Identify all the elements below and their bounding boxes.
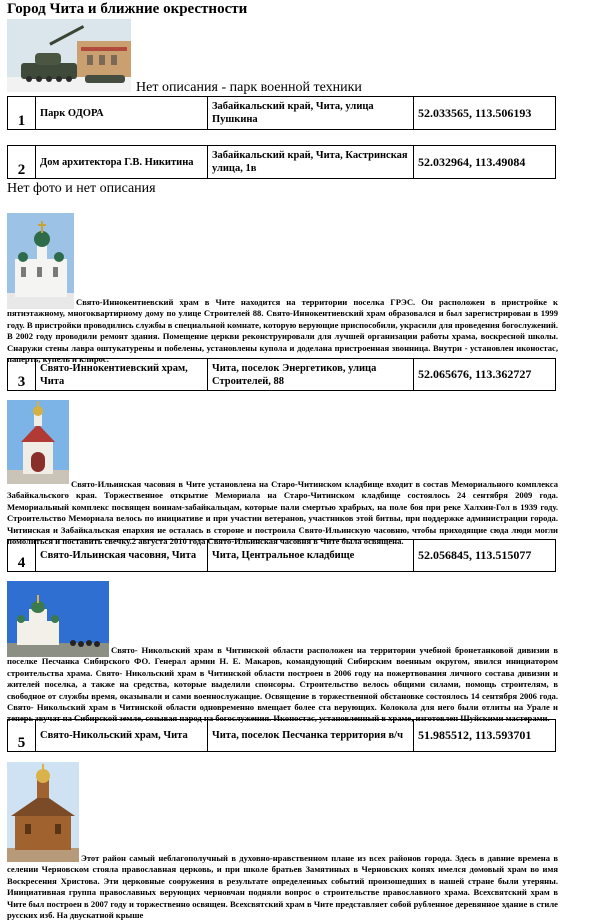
entry-name: Свято-Ильинская часовня, Чита bbox=[36, 540, 208, 572]
entry-address: Забайкальский край, Чита, улица Пушкина bbox=[208, 97, 414, 130]
entry-description bbox=[7, 297, 558, 365]
entry-name: Свято-Никольский храм, Чита bbox=[36, 720, 208, 752]
ilyinskaya-chapel-photo bbox=[7, 400, 69, 484]
entry-table-5 bbox=[7, 719, 556, 752]
entry-coords: 52.056845, 113.515077 bbox=[414, 540, 556, 572]
entry-coords: 52.033565, 113.506193 bbox=[414, 97, 556, 130]
entry-name: Дом архитектора Г.В. Никитина bbox=[36, 146, 208, 179]
entry-table-2 bbox=[7, 145, 556, 179]
no-photo-heading: Нет фото и нет описания bbox=[7, 181, 156, 196]
entry-address: Чита, Центральное кладбище bbox=[208, 540, 414, 572]
entry-table-3 bbox=[7, 358, 556, 391]
entry-number: 3 bbox=[8, 359, 36, 391]
description-text: Свято- Никольский храм в Читинской области расположен на территории учебной бронетанковой дивизии в поселке Песчанка Сибирского ФО. Генерал армии Н. Е. Макаров, командующий Сибирским военным округом, явился инициатором строительства храма. Свято- Никольский храм в Читинской области построен в 2006 году на пожертвования личного состава дивизии и жителей поселка, а также на средства, которые выделили спонсоры. Строительство велось общими силами, помощь строителям, в свободное от службы время, оказывали и сами военнослужащие. Освящение в торжественной обстановке состоялось 14 сентября 2006 года. Свято- Никольский храм в Читинской области одновременно вмещает более ста верующих. Колокола для него были отлиты на Урале и теперь звучат на Сибирской земле, созывая народ на богослужения. Иконостас, установленный в храме, изготовлен Шуйскими мастерами. bbox=[7, 645, 558, 724]
description-text: Этот район самый неблагополучный в духовно-нравственном плане из всех районов города. Здесь в давние времена в селении Черновском стояла православная церковь, и при школе братьев Замятиных в Черновских копях имелся домовый храм во имя Воскресения Христова. Эти церковные сооружения в результате определенных событий произошедших в нашей стране были утеряны. Инициативная группа православных верующих черновчан подняли вопрос о строительстве православного храма. Всехсвятский храм в Чите был построен в 2007 году и торжественно освящен. Всехсвятский храм в Чите представляет собой рубленное деревянное здание в стиле русских изб. На двускатной крыше bbox=[7, 853, 558, 921]
entry-address: Забайкальский край, Чита, Кастринская улица, 1в bbox=[208, 146, 414, 179]
entry-description bbox=[7, 645, 558, 725]
vsekhsvyatsky-church-photo bbox=[7, 762, 79, 862]
entry-number: 2 bbox=[8, 146, 36, 179]
entry-description bbox=[7, 479, 558, 547]
entry-table-1 bbox=[7, 96, 556, 130]
entry-number: 4 bbox=[8, 540, 36, 572]
description-text: Свято-Иннокентиевский храм в Чите находится на территории поселка ГРЭС. Он расположен в пристройке к пятиэтажному, многоквартирному дому по улице Строителей 88. Свято-Иннокентиевский храм образовался и был зарегистрирован в 1999 году. В пристройки проводились службы в специальной комнате, которую верующие приспособили, украсили для проведения богослужений. В 2002 году проводили ремонт здания. Помещение церкви реконструировали для лучшей организации работы храма, воскресной школы. Снаружи стены лавра оштукатурены и побелены, установлены купола и доделана пристроенная звонница. Внутри - установлен иконостас, паперть, купель и клирос. bbox=[7, 297, 558, 365]
page-title: Город Чита и ближние окрестности bbox=[7, 1, 248, 17]
entry-coords: 52.032964, 113.49084 bbox=[414, 146, 556, 179]
entry-coords: 51.985512, 113.593701 bbox=[414, 720, 556, 752]
innokentievsky-church-photo bbox=[7, 213, 74, 309]
entry-name: Свято-Иннокентиевский храм, Чита bbox=[36, 359, 208, 391]
entry-address: Чита, поселок Энергетиков, улица Строителей, 88 bbox=[208, 359, 414, 391]
entry-number: 1 bbox=[8, 97, 36, 130]
entry-table-4 bbox=[7, 539, 556, 572]
entry-description bbox=[7, 853, 558, 921]
entry-caption: Нет описания - парк военной техники bbox=[136, 80, 362, 95]
description-text: Свято-Ильинская часовня в Чите установлена на Старо-Читинском кладбище входит в состав Мемориального комплекса Забайкальского края. Торжественное открытие Мемориала на Старо-Читинском кладбище состоялось 24 сентября 2009 года. Мемориальный комплекс посвящен воинам-забайкальцам, которые пали смертью храбрых, на поле боя при реке Халхин-Гол в 1939 году. Строительство Мемориала велось по инициативе и при участии ветеранов, участников этой битвы, при поддержке администрации города. Читинская и Забайкальская епархия не осталась в стороне и построила Свято-Ильинскую часовню, чтобы приходящие сюда люди могли помолиться и поставить свечку.2 августа 2010 года Свято-Ильинская часовня в Чите была освящена. bbox=[7, 479, 558, 547]
entry-number: 5 bbox=[8, 720, 36, 752]
entry-name: Парк ОДОРА bbox=[36, 97, 208, 130]
military-park-photo bbox=[7, 19, 131, 92]
entry-coords: 52.065676, 113.362727 bbox=[414, 359, 556, 391]
entry-address: Чита, поселок Песчанка территория в/ч bbox=[208, 720, 414, 752]
